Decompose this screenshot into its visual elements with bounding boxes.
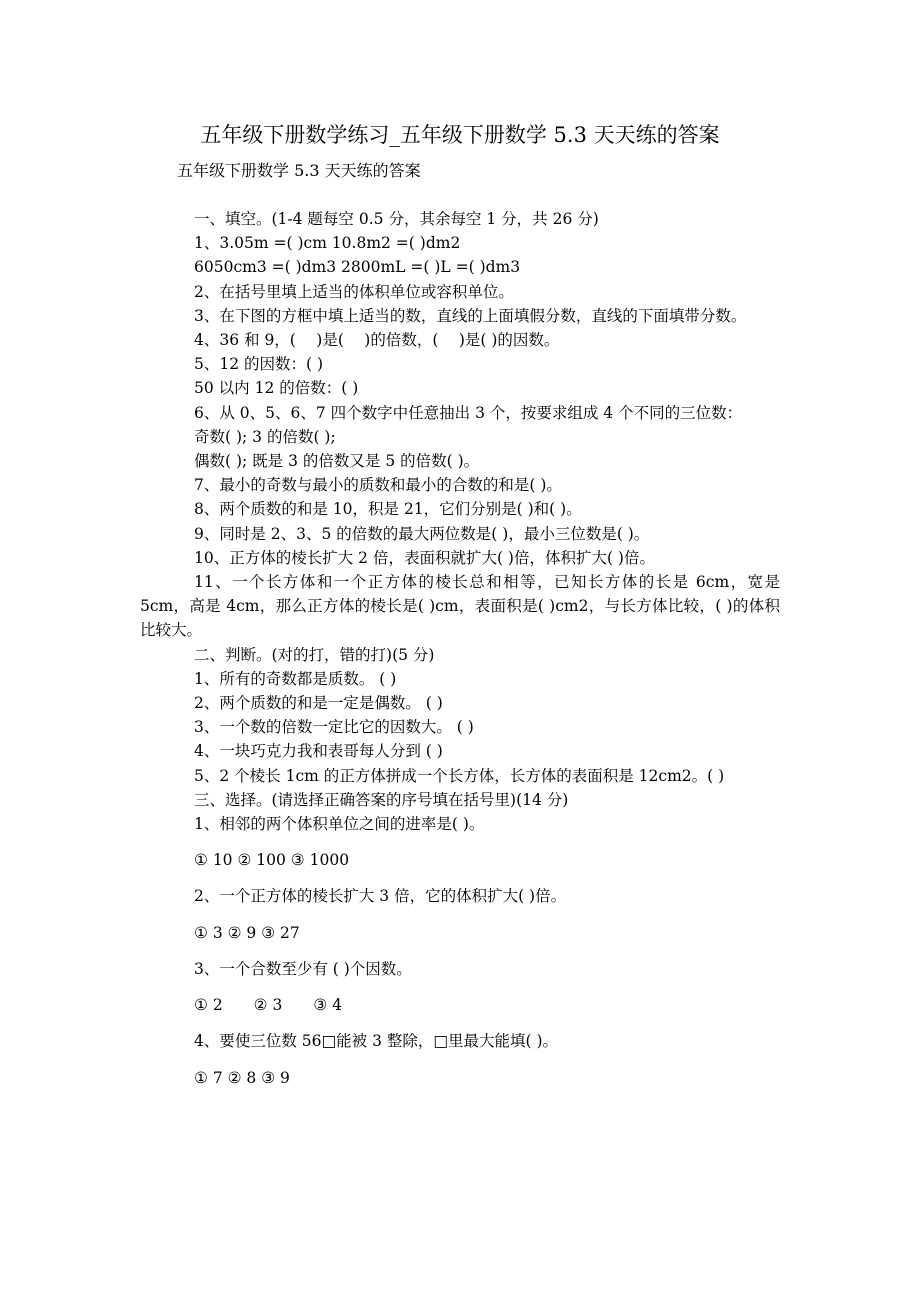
fill-question-6a: 奇数( ); 3 的倍数( ); xyxy=(194,427,336,446)
fill-question-6b: 偶数( ); 既是 3 的倍数又是 5 的倍数( )。 xyxy=(194,452,480,471)
document-body xyxy=(140,207,780,1102)
section-judge-heading: 二、判断。(对的打，错的打)(5 分) xyxy=(194,645,435,664)
fill-question-5b: 50 以内 12 的倍数：( ) xyxy=(194,379,359,398)
fill-question-11: 11、一个长方体和一个正方体的棱长总和相等，已知长方体的长是 6cm，宽是 5cm，高是 4cm，那么正方体的棱长是( )cm，表面积是( )cm2，与长方体比较，( )的体积比较大。 xyxy=(140,573,780,640)
fill-question-9: 9、同时是 2、3、5 的倍数的最大两位数是( )，最小三位数是( )。 xyxy=(194,524,650,543)
choice-options-1: ① 10 ② 100 ③ 1000 xyxy=(194,851,350,870)
choice-options-3: ① 2 ② 3 ③ 4 xyxy=(194,996,343,1015)
judge-question-1: 1、所有的奇数都是质数。 ( ) xyxy=(194,669,397,688)
fill-question-5a: 5、12 的因数：( ) xyxy=(194,355,324,374)
judge-question-2: 2、两个质数的和是一定是偶数。 ( ) xyxy=(194,694,443,713)
fill-question-10: 10、正方体的棱长扩大 2 倍，表面积就扩大( )倍，体积扩大( )倍。 xyxy=(194,548,655,567)
judge-question-5: 5、2 个棱长 1cm 的正方体拼成一个长方体，长方体的表面积是 12cm2。( ) xyxy=(194,766,725,785)
fill-question-6: 6、从 0、5、6、7 四个数字中任意抽出 3 个，按要求组成 4 个不同的三位数： xyxy=(194,403,743,422)
choice-question-4: 4、要使三位数 56□能被 3 整除，□里最大能填( )。 xyxy=(194,1032,559,1051)
choice-question-1: 1、相邻的两个体积单位之间的进率是( )。 xyxy=(194,815,485,834)
fill-question-7: 7、最小的奇数与最小的质数和最小的合数的和是( )。 xyxy=(194,476,562,495)
fill-question-2: 2、在括号里填上适当的体积单位或容积单位。 xyxy=(194,282,514,301)
section-fill-heading: 一、填空。(1-4 题每空 0.5 分，其余每空 1 分，共 26 分) xyxy=(194,210,599,228)
fill-question-3: 3、在下图的方框中填上适当的数，直线的上面填假分数，直线的下面填带分数。 xyxy=(194,306,747,325)
choice-question-3: 3、一个合数至少有 ( )个因数。 xyxy=(194,959,412,978)
choice-options-4: ① 7 ② 8 ③ 9 xyxy=(194,1068,290,1087)
choice-options-2: ① 3 ② 9 ③ 27 xyxy=(194,923,300,942)
fill-question-4: 4、36 和 9，( )是( )的倍数，( )是( )的因数。 xyxy=(194,331,560,350)
document-title: 五年级下册数学练习_五年级下册数学 5.3 天天练的答案 xyxy=(200,123,720,147)
fill-question-1a: 1、3.05m =( )cm 10.8m2 =( )dm2 xyxy=(194,234,461,253)
fill-question-1b: 6050cm3 =( )dm3 2800mL =( )L =( )dm3 xyxy=(194,258,521,277)
document-subtitle: 五年级下册数学 5.3 天天练的答案 xyxy=(177,161,421,180)
fill-question-8: 8、两个质数的和是 10，积是 21，它们分别是( )和( )。 xyxy=(194,500,582,519)
choice-question-2: 2、一个正方体的棱长扩大 3 倍，它的体积扩大( )倍。 xyxy=(194,887,567,906)
judge-question-4: 4、一块巧克力我和表哥每人分到 ( ) xyxy=(194,742,443,761)
section-choice-heading: 三、选择。(请选择正确答案的序号填在括号里)(14 分) xyxy=(194,790,569,809)
judge-question-3: 3、一个数的倍数一定比它的因数大。 ( ) xyxy=(194,718,474,737)
